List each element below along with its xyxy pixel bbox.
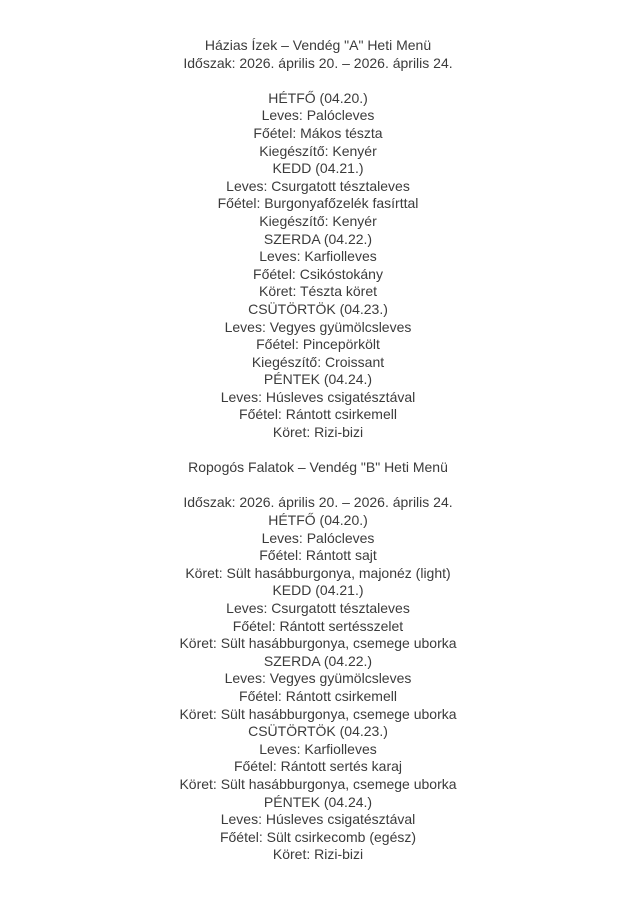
menu-a-day-tuesday-main: Főétel: Burgonyafőzelék fasírttal	[217, 195, 419, 212]
menu-a-section	[0, 37, 636, 442]
menu-b-section	[0, 459, 636, 864]
menu-a-day-wednesday-soup: Leves: Karfiolleves	[259, 248, 377, 265]
menu-b-day-friday-header: PÉNTEK (04.24.)	[263, 793, 373, 810]
menu-a-day-monday-soup: Leves: Palócleves	[261, 107, 375, 124]
menu-b-period: Időszak: 2026. április 20. – 2026. április 24.	[183, 494, 453, 511]
menu-b-day-wednesday-side: Köret: Sült hasábburgonya, csemege uborka	[179, 705, 457, 722]
menu-b-day-thursday-header: CSÜTÖRTÖK (04.23.)	[248, 723, 388, 740]
menu-b-day-wednesday-main: Főétel: Rántott csirkemell	[239, 687, 397, 704]
menu-a-day-thursday-side: Kiegészítő: Croissant	[251, 353, 385, 370]
menu-a-day-friday-soup: Leves: Húsleves csigatésztával	[220, 388, 416, 405]
menu-b-day-wednesday-header: SZERDA (04.22.)	[263, 652, 373, 669]
menu-a-day-friday-header: PÉNTEK (04.24.)	[263, 371, 373, 388]
menu-a-day-tuesday-header: KEDD (04.21.)	[272, 160, 364, 177]
menu-a-day-thursday-soup: Leves: Vegyes gyümölcsleves	[224, 318, 412, 335]
menu-b-day-thursday-side: Köret: Sült hasábburgonya, csemege uborka	[179, 775, 457, 792]
spacer	[0, 442, 636, 460]
spacer	[0, 477, 636, 495]
menu-a-day-thursday-main: Főétel: Pincepörkölt	[256, 336, 380, 353]
menu-b-day-tuesday-soup: Leves: Csurgatott tésztaleves	[226, 600, 410, 616]
menu-b-day-tuesday-side: Köret: Sült hasábburgonya, csemege uborka	[179, 635, 457, 652]
menu-b-day-monday-soup: Leves: Palócleves	[261, 529, 375, 546]
menu-a-day-monday-main: Főétel: Mákos tészta	[253, 124, 383, 141]
menu-b-day-thursday-soup: Leves: Karfiolleves	[259, 740, 377, 757]
spacer	[0, 72, 636, 90]
menu-a-day-wednesday-main: Főétel: Csikóstokány	[253, 265, 383, 282]
menu-a-day-monday-side: Kiegészítő: Kenyér	[259, 142, 377, 159]
menu-a-day-monday-header: HÉTFŐ (04.20.)	[268, 89, 368, 106]
menu-a-day-wednesday-header: SZERDA (04.22.)	[263, 230, 373, 247]
menu-a-day-tuesday-side: Kiegészítő: Kenyér	[259, 212, 377, 229]
menu-b-title: Ropogós Falatok – Vendég "B" Heti Menü	[188, 459, 448, 476]
menu-a-day-friday-main: Főétel: Rántott csirkemell	[239, 406, 397, 423]
menu-b-day-wednesday-soup: Leves: Vegyes gyümölcsleves	[224, 670, 412, 687]
menu-b-day-monday-header: HÉTFŐ (04.20.)	[268, 512, 368, 529]
menu-b-day-tuesday-main: Főétel: Rántott sertésszelet	[232, 617, 404, 634]
menu-a-period: Időszak: 2026. április 20. – 2026. április 24.	[183, 54, 453, 71]
menu-b-day-monday-main: Főétel: Rántott sajt	[259, 547, 377, 564]
menu-b-day-thursday-main: Főétel: Rántott sertés karaj	[233, 758, 403, 775]
menu-a-day-wednesday-side: Köret: Tészta köret	[258, 283, 377, 300]
menu-b-day-monday-side: Köret: Sült hasábburgonya, majonéz (light)	[185, 564, 451, 581]
menu-a-day-thursday-header: CSÜTÖRTÖK (04.23.)	[248, 300, 388, 317]
menu-b-day-friday-side: Köret: Rizi-bizi	[272, 846, 364, 863]
menu-a-title: Házias Ízek – Vendég "A" Heti Menü	[204, 37, 432, 53]
menu-a-day-friday-side: Köret: Rizi-bizi	[272, 424, 364, 441]
menu-b-day-friday-soup: Leves: Húsleves csigatésztával	[220, 811, 416, 828]
menu-b-day-tuesday-header: KEDD (04.21.)	[272, 582, 364, 599]
menu-b-day-friday-main: Főétel: Sült csirkecomb (egész)	[219, 828, 417, 845]
menu-a-day-tuesday-soup: Leves: Csurgatott tésztaleves	[226, 177, 410, 194]
